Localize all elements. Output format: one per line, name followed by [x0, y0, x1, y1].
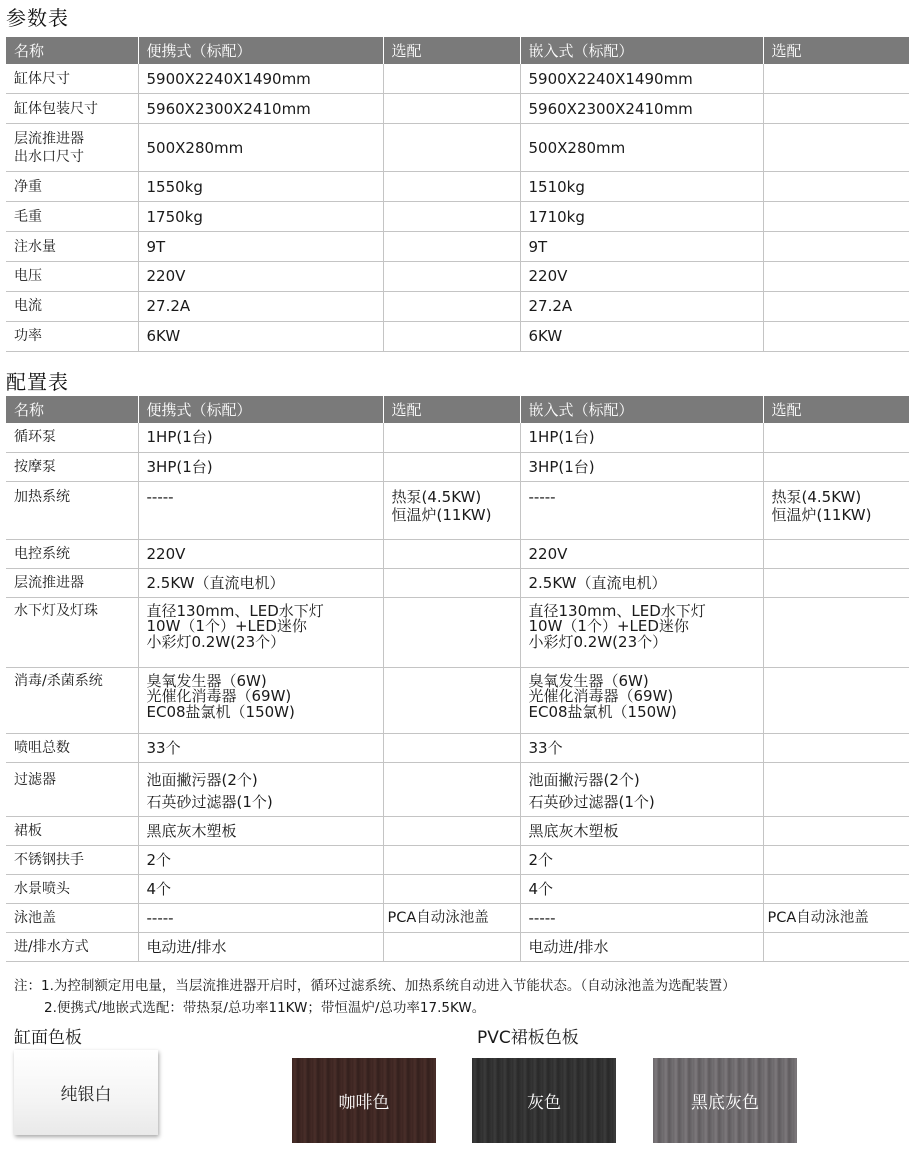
- table-row: [6, 597, 909, 667]
- table-cell: [763, 816, 909, 845]
- config-header-row: [6, 396, 909, 423]
- table-cell: [383, 733, 520, 762]
- table-row: [6, 321, 909, 351]
- table-cell: [383, 845, 520, 874]
- table-cell: 1550kg: [138, 172, 383, 202]
- table-cell: 黑底灰木塑板: [520, 816, 763, 845]
- table-cell: 1750kg: [138, 202, 383, 232]
- table-row: [6, 202, 909, 232]
- table-cell: -----: [520, 481, 763, 539]
- table-cell: 500X280mm: [520, 124, 763, 172]
- table-cell: 2.5KW（直流电机）: [520, 568, 763, 597]
- table-cell: [383, 816, 520, 845]
- table-cell: 1710kg: [520, 202, 763, 232]
- table-cell: 池面撇污器(2个) 石英砂过滤器(1个): [520, 762, 763, 816]
- table-cell: 2个: [138, 845, 383, 874]
- params-title: 参数表: [6, 6, 69, 30]
- table-cell: [763, 932, 909, 961]
- row-label: 电流: [6, 291, 138, 321]
- swatch-black-grey: [653, 1058, 797, 1143]
- table-cell: [763, 423, 909, 452]
- table-cell: 3HP(1台): [138, 452, 383, 481]
- table-cell: 220V: [520, 539, 763, 568]
- table-row: [6, 261, 909, 291]
- table-cell: 2个: [520, 845, 763, 874]
- swatch-coffee: [292, 1058, 436, 1143]
- table-cell: 黑底灰木塑板: [138, 816, 383, 845]
- row-label: 净重: [6, 172, 138, 202]
- table-cell: 6KW: [138, 321, 383, 351]
- table-row: [6, 232, 909, 262]
- swatch-label: 灰色: [527, 1093, 561, 1113]
- row-label: 缸体包装尺寸: [6, 94, 138, 124]
- table-cell: 直径130mm、LED水下灯 10W（1个）+LED迷你 小彩灯0.2W(23个）: [520, 597, 763, 667]
- table-cell: [763, 597, 909, 667]
- table-cell: [763, 321, 909, 351]
- swatch-grey: [472, 1058, 616, 1143]
- table-cell: 1510kg: [520, 172, 763, 202]
- table-cell: [383, 762, 520, 816]
- table-cell: 27.2A: [520, 291, 763, 321]
- header-optional-2: 选配: [763, 396, 909, 423]
- table-cell: PCA自动泳池盖: [763, 903, 909, 932]
- header-optional-2: 选配: [763, 37, 909, 64]
- table-cell: -----: [520, 903, 763, 932]
- header-name: 名称: [6, 37, 138, 64]
- config-title: 配置表: [6, 370, 69, 394]
- table-cell: 电动进/排水: [520, 932, 763, 961]
- swatch-silver-white: [14, 1050, 158, 1135]
- table-row: [6, 481, 909, 539]
- row-label: 水下灯及灯珠: [6, 597, 138, 667]
- table-cell: 电动进/排水: [138, 932, 383, 961]
- table-cell: -----: [138, 903, 383, 932]
- table-cell: 直径130mm、LED水下灯 10W（1个）+LED迷你 小彩灯0.2W(23个）: [138, 597, 383, 667]
- table-row: [6, 568, 909, 597]
- table-cell: [763, 539, 909, 568]
- table-row: [6, 816, 909, 845]
- table-cell: [383, 94, 520, 124]
- table-cell: [763, 568, 909, 597]
- table-row: [6, 874, 909, 903]
- notes: [14, 975, 736, 1019]
- table-cell: [383, 124, 520, 172]
- table-cell: 5960X2300X2410mm: [520, 94, 763, 124]
- table-cell: 热泵(4.5KW) 恒温炉(11KW): [763, 481, 909, 539]
- table-cell: 9T: [138, 232, 383, 262]
- header-embedded: 嵌入式（标配）: [520, 37, 763, 64]
- table-cell: 2.5KW（直流电机）: [138, 568, 383, 597]
- table-cell: [383, 202, 520, 232]
- table-cell: [383, 667, 520, 733]
- header-optional: 选配: [383, 396, 520, 423]
- row-label: 电控系统: [6, 539, 138, 568]
- table-cell: [383, 64, 520, 94]
- row-label: 注水量: [6, 232, 138, 262]
- table-cell: 臭氧发生器（6W) 光催化消毒器（69W) EC08盐氯机（150W): [520, 667, 763, 733]
- table-cell: 热泵(4.5KW) 恒温炉(11KW): [383, 481, 520, 539]
- table-row: [6, 845, 909, 874]
- table-cell: 1HP(1台): [138, 423, 383, 452]
- row-label: 泳池盖: [6, 903, 138, 932]
- table-row: [6, 172, 909, 202]
- row-label: 水景喷头: [6, 874, 138, 903]
- table-cell: [763, 172, 909, 202]
- header-embedded: 嵌入式（标配）: [520, 396, 763, 423]
- table-cell: [763, 94, 909, 124]
- table-cell: [383, 232, 520, 262]
- table-cell: [763, 202, 909, 232]
- table-cell: [763, 845, 909, 874]
- table-cell: 6KW: [520, 321, 763, 351]
- params-table: [6, 37, 909, 352]
- table-cell: -----: [138, 481, 383, 539]
- table-cell: 5960X2300X2410mm: [138, 94, 383, 124]
- table-cell: 27.2A: [138, 291, 383, 321]
- table-row: [6, 667, 909, 733]
- table-cell: [383, 597, 520, 667]
- table-row: [6, 762, 909, 816]
- table-cell: PCA自动泳池盖: [383, 903, 520, 932]
- row-label: 加热系统: [6, 481, 138, 539]
- table-cell: 臭氧发生器（6W) 光催化消毒器（69W) EC08盐氯机（150W): [138, 667, 383, 733]
- table-cell: 220V: [520, 261, 763, 291]
- table-row: [6, 64, 909, 94]
- table-cell: [763, 232, 909, 262]
- row-label: 毛重: [6, 202, 138, 232]
- table-cell: [383, 932, 520, 961]
- header-portable: 便携式（标配）: [138, 37, 383, 64]
- header-optional: 选配: [383, 37, 520, 64]
- table-cell: [763, 762, 909, 816]
- table-cell: [383, 261, 520, 291]
- table-cell: 33个: [520, 733, 763, 762]
- table-cell: [383, 452, 520, 481]
- table-cell: 9T: [520, 232, 763, 262]
- table-row: [6, 903, 909, 932]
- table-cell: 5900X2240X1490mm: [520, 64, 763, 94]
- table-cell: 1HP(1台): [520, 423, 763, 452]
- row-label: 裙板: [6, 816, 138, 845]
- table-cell: [763, 64, 909, 94]
- table-cell: 220V: [138, 539, 383, 568]
- row-label: 进/排水方式: [6, 932, 138, 961]
- note-2: 2.便携式/地嵌式选配：带热泵/总功率11KW；带恒温炉/总功率17.5KW。: [44, 1000, 486, 1016]
- row-label: 过滤器: [6, 762, 138, 816]
- table-row: [6, 291, 909, 321]
- table-row: [6, 539, 909, 568]
- header-name: 名称: [6, 396, 138, 423]
- table-row: [6, 423, 909, 452]
- note-1: 注：1.为控制额定用电量，当层流推进器开启时，循环过滤系统、加热系统自动进入节能状态。（自动泳池盖为选配装置）: [14, 978, 736, 994]
- row-label: 按摩泵: [6, 452, 138, 481]
- swatch-label: 纯银白: [60, 1085, 112, 1105]
- row-label: 层流推进器 出水口尺寸: [6, 124, 138, 172]
- table-cell: 220V: [138, 261, 383, 291]
- table-cell: [383, 291, 520, 321]
- swatch-label: 咖啡色: [338, 1093, 390, 1113]
- row-label: 缸体尺寸: [6, 64, 138, 94]
- config-table: [6, 396, 909, 962]
- table-cell: [383, 423, 520, 452]
- table-row: [6, 124, 909, 172]
- table-cell: [383, 172, 520, 202]
- table-cell: 池面撇污器(2个) 石英砂过滤器(1个): [138, 762, 383, 816]
- table-cell: 5900X2240X1490mm: [138, 64, 383, 94]
- table-cell: [763, 261, 909, 291]
- table-cell: [763, 124, 909, 172]
- table-cell: 4个: [138, 874, 383, 903]
- table-cell: [763, 452, 909, 481]
- table-row: [6, 452, 909, 481]
- table-row: [6, 733, 909, 762]
- row-label: 功率: [6, 321, 138, 351]
- params-header-row: [6, 37, 909, 64]
- row-label: 喷咀总数: [6, 733, 138, 762]
- row-label: 不锈钢扶手: [6, 845, 138, 874]
- table-row: [6, 94, 909, 124]
- table-cell: [763, 291, 909, 321]
- swatch-label: 黑底灰色: [691, 1093, 759, 1113]
- row-label: 消毒/杀菌系统: [6, 667, 138, 733]
- table-cell: [763, 667, 909, 733]
- tank-swatch-title: 缸面色板: [14, 1028, 82, 1048]
- row-label: 层流推进器: [6, 568, 138, 597]
- table-cell: 3HP(1台): [520, 452, 763, 481]
- table-cell: [383, 321, 520, 351]
- table-cell: 33个: [138, 733, 383, 762]
- table-cell: 500X280mm: [138, 124, 383, 172]
- header-portable: 便携式（标配）: [138, 396, 383, 423]
- row-label: 循环泵: [6, 423, 138, 452]
- table-cell: [763, 733, 909, 762]
- table-cell: [383, 568, 520, 597]
- table-cell: [383, 539, 520, 568]
- pvc-swatch-title: PVC裙板色板: [477, 1028, 579, 1048]
- table-cell: [763, 874, 909, 903]
- table-cell: [383, 874, 520, 903]
- table-cell: 4个: [520, 874, 763, 903]
- row-label: 电压: [6, 261, 138, 291]
- table-row: [6, 932, 909, 961]
